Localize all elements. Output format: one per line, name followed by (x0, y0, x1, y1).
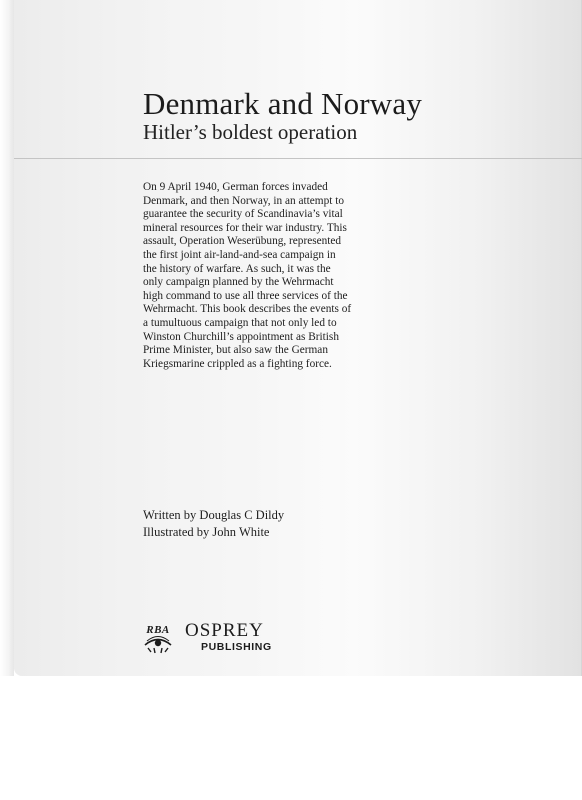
blurb-line: the history of warfare. As such, it was the (143, 262, 331, 275)
blurb-line: On 9 April 1940, German forces invaded (143, 181, 328, 193)
svg-text:RBA: RBA (146, 624, 170, 636)
blurb-line: high command to use all three services of the (143, 289, 348, 302)
blurb-line: Prime Minister, but also saw the German (143, 344, 328, 357)
osprey-logo-name: OSPREY (185, 620, 264, 641)
blurb-line: Winston Churchill’s appointment as British (143, 330, 339, 343)
blurb-line: Kriegsmarine crippled as a fighting force. (143, 357, 332, 370)
blurb-line: Wehrmacht. This book describes the events of (143, 303, 352, 316)
rba-logo-icon (140, 619, 176, 655)
blurb-line: a tumultuous campaign that not only led to (143, 316, 337, 329)
scan-paper-margin (0, 676, 582, 800)
author-credit: Written by Douglas C Dildy (143, 508, 285, 522)
book-subtitle: Hitler’s boldest operation (143, 120, 358, 144)
blurb-line: guarantee the security of Scandinavia’s vital (143, 208, 343, 221)
blurb-line: mineral resources for their war industry. This (143, 221, 347, 234)
book-title: Denmark and Norway (143, 86, 423, 121)
blurb-line: Denmark, and then Norway, in an attempt to (143, 194, 344, 207)
blurb-paragraph (143, 181, 383, 371)
title-divider (14, 158, 582, 159)
blurb-line: assault, Operation Weserübung, represented (143, 235, 342, 248)
blurb-line: the first joint air-land-and-sea campaign in (143, 248, 336, 261)
illustrator-credit: Illustrated by John White (143, 525, 270, 539)
osprey-logo-subtitle: PUBLISHING (201, 641, 272, 653)
osprey-publishing-logo (185, 621, 272, 654)
credits (143, 507, 284, 541)
blurb-line: only campaign planned by the Wehrmacht (143, 276, 334, 289)
